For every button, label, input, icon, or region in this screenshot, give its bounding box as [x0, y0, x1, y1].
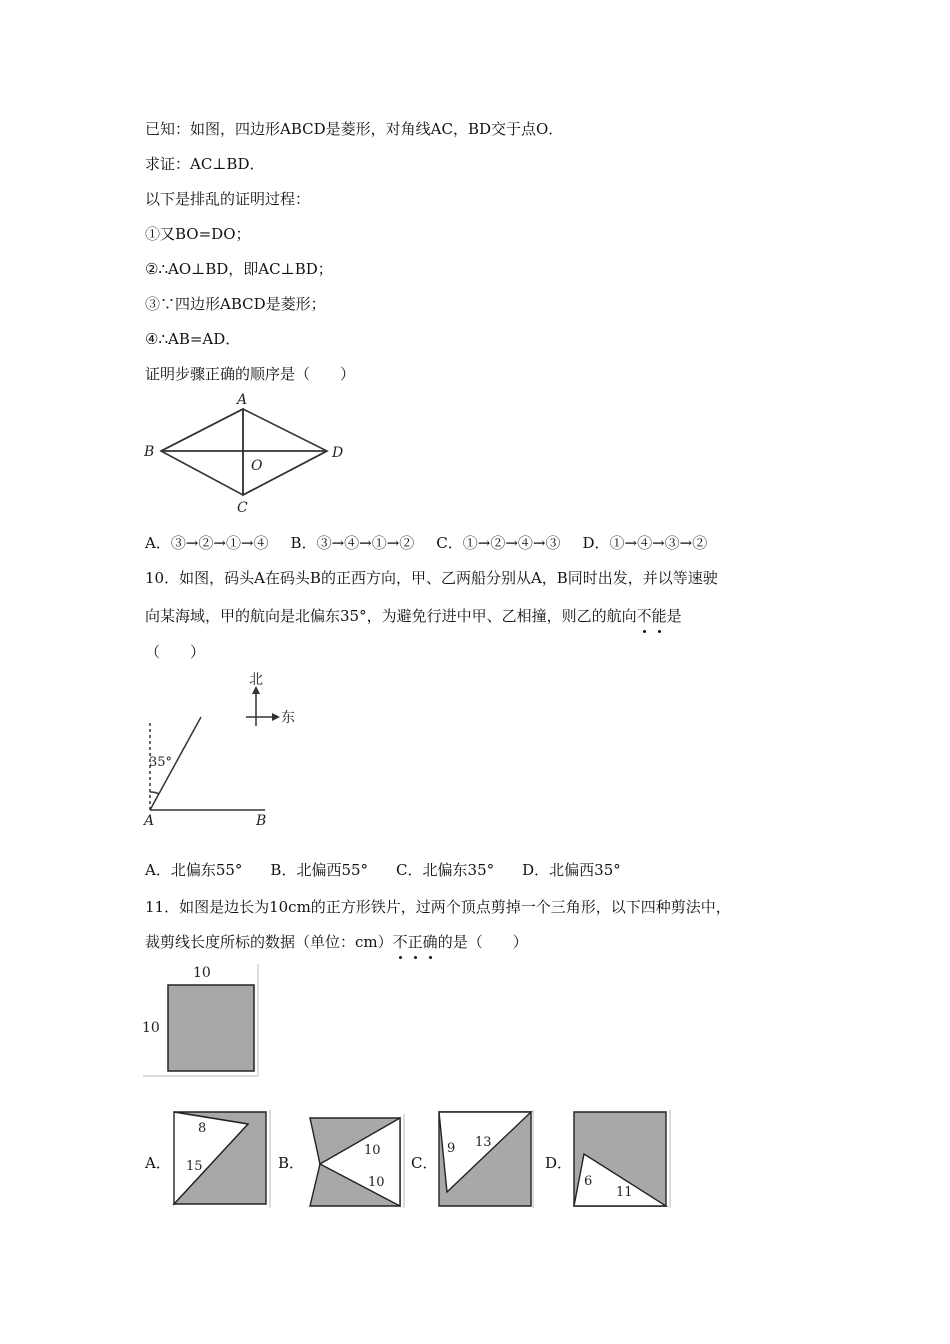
rhombus-sides: [161, 409, 327, 495]
emphasis-char: 确: [422, 933, 438, 951]
label-length-1: 8: [198, 1121, 207, 1136]
q9-option-d[interactable]: D．①→④→③→②: [582, 534, 708, 552]
q9-step-2: ②∴AO⊥BD，即AC⊥BD；: [145, 260, 333, 278]
square-figure: [140, 960, 265, 1080]
label-a: A: [237, 392, 248, 408]
rhombus-outline: [161, 409, 327, 495]
angle-arc: [150, 792, 159, 794]
label-length-2: 10: [368, 1175, 385, 1190]
rhombus-figure: [138, 388, 358, 518]
label-length-1: 9: [447, 1141, 456, 1156]
q9-step-3: ③∵四边形ABCD是菱形；: [145, 295, 326, 313]
q11-line-2-end: 的是（ ）: [437, 933, 528, 951]
label-o: O: [251, 458, 263, 474]
q10-line-2-end: 是: [666, 607, 682, 625]
q11-option-c-figure[interactable]: [433, 1108, 535, 1210]
q11-line-2-text: 裁剪线长度所标的数据（单位：cm）: [145, 933, 393, 951]
q11-line-2: [145, 932, 528, 952]
q9-step-4: ④∴AB=AD．: [145, 330, 241, 348]
q11-option-d-figure[interactable]: [570, 1108, 674, 1210]
q9-question: 证明步骤正确的顺序是（ ）: [145, 365, 356, 383]
q10-option-d[interactable]: D．北偏西35°: [522, 861, 621, 879]
label-north: 北: [249, 672, 263, 688]
label-east: 东: [281, 710, 295, 726]
label-c: C: [237, 500, 248, 516]
q10-options: [145, 860, 621, 880]
label-length-2: 11: [616, 1185, 633, 1200]
q10-line-2-text: 向某海域，甲的航向是北偏东35°，为避免行进中甲、乙相撞，则乙的航向: [145, 607, 637, 625]
q9-option-a[interactable]: A．③→②→①→④: [145, 534, 269, 552]
q11-option-b-letter[interactable]: B．: [278, 1154, 305, 1172]
q10-option-a[interactable]: A．北偏东55°: [145, 861, 243, 879]
label-length-1: 6: [584, 1174, 593, 1189]
q11-line-1: 11．如图是边长为10cm的正方形铁片，过两个顶点剪掉一个三角形，以下四种剪法中，: [145, 898, 731, 916]
label-b: B: [144, 444, 155, 460]
q10-line-3: （ ）: [145, 643, 206, 661]
label-length-2: 15: [186, 1159, 203, 1174]
q10-option-b[interactable]: B．北偏西55°: [270, 861, 369, 879]
label-angle: 35°: [149, 755, 173, 770]
east-arrow-icon: [272, 713, 280, 721]
label-length-2: 13: [475, 1135, 492, 1150]
bearing-figure: [140, 668, 310, 828]
label-top: 10: [193, 965, 211, 981]
q10-option-c[interactable]: C．北偏东35°: [396, 861, 495, 879]
q9-step-1: ①又BO=DO；: [145, 225, 251, 243]
emphasis-char: 正: [407, 933, 423, 951]
q11-option-b-figure[interactable]: [304, 1112, 406, 1210]
emphasis-char: 不: [636, 607, 652, 625]
q11-option-c-letter[interactable]: C．: [411, 1154, 438, 1172]
label-a: A: [144, 813, 155, 828]
emphasis-char: 能: [651, 607, 667, 625]
q11-option-a-letter[interactable]: A．: [145, 1154, 171, 1172]
q9-intro: 以下是排乱的证明过程：: [145, 190, 311, 208]
q10-line-2: [145, 606, 682, 626]
q9-options: [145, 533, 707, 553]
label-d: D: [332, 445, 344, 461]
q9-given: 已知：如图，四边形ABCD是菱形，对角线AC，BD交于点O．: [145, 120, 564, 138]
q10-line-1: 10．如图，码头A在码头B的正西方向，甲、乙两船分别从A，B同时出发，并以等速驶: [145, 569, 718, 587]
label-length-1: 10: [364, 1143, 381, 1158]
square-plate: [168, 985, 254, 1071]
label-left: 10: [142, 1020, 160, 1036]
label-b: B: [256, 813, 267, 828]
emphasis-char: 不: [392, 933, 408, 951]
q9-prove: 求证：AC⊥BD．: [145, 155, 265, 173]
q9-option-c[interactable]: C．①→②→④→③: [436, 534, 561, 552]
q11-option-a-figure[interactable]: [168, 1108, 273, 1210]
q11-option-d-letter[interactable]: D．: [545, 1154, 573, 1172]
q9-option-b[interactable]: B．③→④→①→②: [290, 534, 415, 552]
